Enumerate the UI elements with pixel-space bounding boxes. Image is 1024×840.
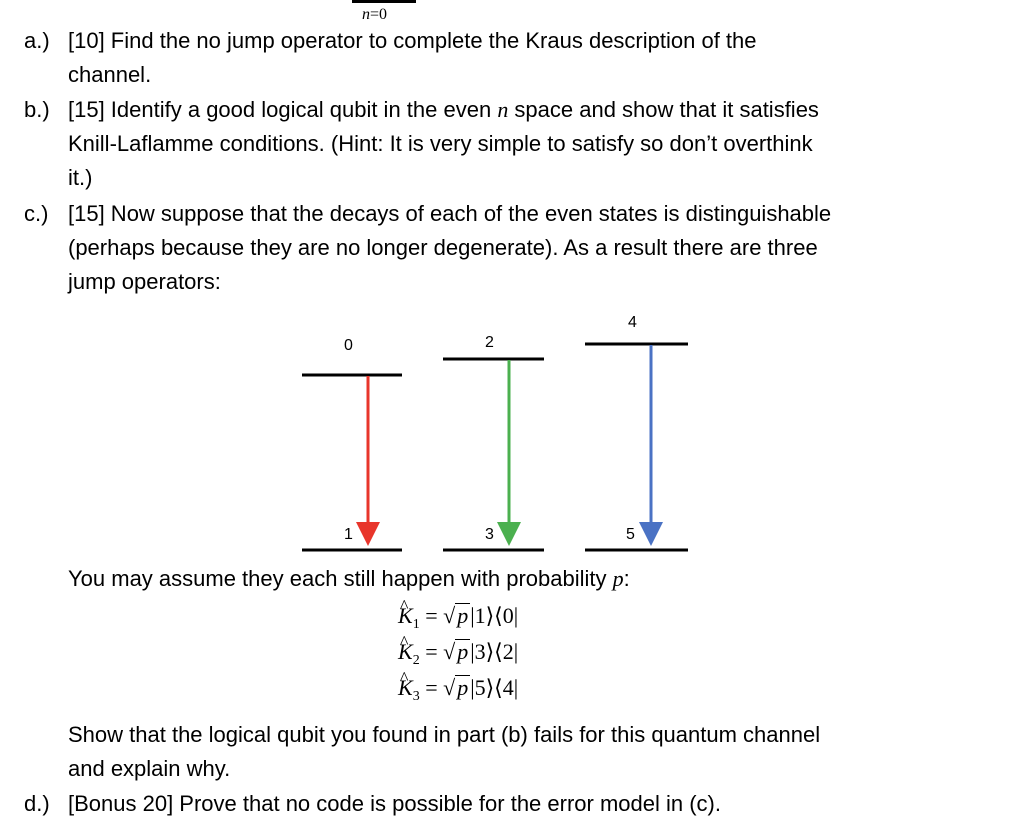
question-c [24,197,984,299]
level-5-label: 5 [626,526,635,543]
question-b-line1: [15] Identify a good logical qubit in the even n space and show that it satisfies [68,97,819,122]
level-4-label: 4 [628,314,637,331]
question-b-line2: Knill-Laflamme conditions. (Hint: It is very simple to satisfy so don’t overthink [68,131,813,156]
cropped-sum-bar [352,0,416,3]
equation-k3: ^ $K_3$ = √p|5⟩⟨4| [398,671,518,705]
conclusion-text [68,718,988,786]
question-d-line1: [Bonus 20] Prove that no code is possible for the error model in (c). [68,791,721,816]
level-0-label: 0 [344,337,353,354]
conclusion-line2: and explain why. [68,756,231,781]
question-c-tag: c.) [24,201,49,226]
level-3-label: 3 [485,526,494,543]
question-a [24,24,984,92]
question-d-tag: d.) [24,791,50,816]
level-1-label: 1 [344,526,353,543]
conclusion-line1: Show that the logical qubit you found in part (b) fails for this quantum channel [68,722,821,747]
question-a-tag: a.) [24,28,50,53]
equation-k2: ^ $K_2$ = √p|3⟩⟨2| [398,635,518,669]
question-c-line3: jump operators: [68,269,221,294]
question-a-line2: channel. [68,62,152,87]
probability-text: You may assume they each still happen with probability p: [68,566,630,591]
equation-k1: ^ $K_1$ = √p|1⟩⟨0| [398,599,518,633]
question-b-tag: b.) [24,97,50,122]
sum-index-label: n=0 [362,6,388,23]
question-c-line1: [15] Now suppose that the decays of each of the even states is distinguishable [68,201,832,226]
level-2-label: 2 [485,334,494,351]
question-c-line2: (perhaps because they are no longer degenerate). As a result there are three [68,235,818,260]
question-d [24,787,984,821]
question-b [24,93,984,195]
energy-level-diagram [280,300,700,560]
question-b-line3: it.) [68,165,93,190]
question-a-line1: [10] Find the no jump operator to complete the Kraus description of the [68,28,757,53]
